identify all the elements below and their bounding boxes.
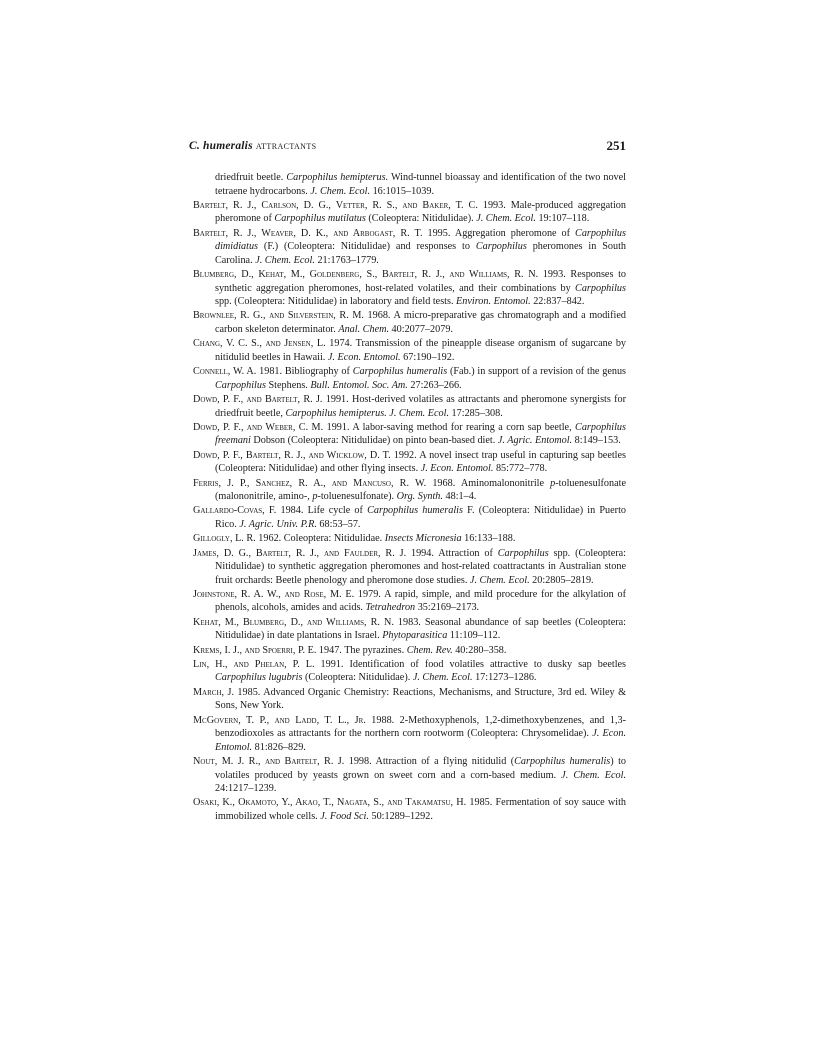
reference-authors: Gallardo-Covas, F.: [193, 505, 277, 517]
reference-authors: Connell, W. A.: [193, 366, 257, 378]
reference-entry: [193, 309, 626, 336]
reference-entry: [193, 796, 626, 823]
reference-italic: Chem. Rev.: [406, 644, 453, 656]
page-header: [189, 138, 626, 158]
reference-authors: Johnstone, R. A. W., and Rose, M. E.: [193, 588, 355, 600]
reference-text: 48:1–4.: [442, 491, 477, 503]
reference-entry: [193, 714, 626, 755]
reference-authors: Brownlee, R. G., and Silverstein, R. M.: [193, 310, 364, 322]
reference-text: 24:1217–1239.: [215, 783, 277, 795]
reference-italic: Org. Synth.: [396, 491, 443, 503]
reference-italic: J. Econ. Entomol.: [215, 728, 626, 753]
reference-authors: James, D. G., Bartelt, R. J., and Faulder, R. J.: [193, 547, 407, 559]
reference-italic: Carpophilus: [575, 282, 626, 294]
reference-entry: [193, 393, 626, 420]
reference-italic: J. Agric. Entomol.: [497, 435, 573, 447]
reference-italic: Carpophilus: [497, 547, 549, 559]
reference-authors: Kehat, M., Blumberg, D., and Williams, R. N.: [193, 616, 394, 628]
running-head-species: C. humeralis: [189, 140, 253, 152]
reference-authors: Bartelt, R. J., Carlson, D. G., Vetter, R. S., and Baker, T. C.: [193, 199, 478, 211]
reference-text: Wind-tunnel bioassay and identification of the two novel tetraene hydrocarbons.: [215, 172, 626, 197]
reference-entry: [193, 504, 626, 531]
reference-entry: [193, 532, 626, 546]
reference-italic: Insects Micronesia: [384, 533, 462, 545]
reference-entry: [193, 199, 626, 226]
reference-entry: [193, 547, 626, 588]
reference-text: 1993. Responses to synthetic aggregation pheromones, host-related volatiles, and their combinations by: [215, 269, 626, 294]
reference-italic: J. Chem. Ecol.: [561, 769, 626, 781]
reference-text: 1985. Advanced Organic Chemistry: Reactions, Mechanisms, and Structure, 3rd ed. Wiley & Sons, New York.: [215, 686, 626, 712]
reference-italic: J. Chem. Ecol.: [412, 672, 473, 684]
reference-italic: Anal. Chem.: [338, 324, 389, 336]
reference-text: 27:263–266.: [407, 379, 462, 391]
reference-entry: [193, 686, 626, 713]
reference-text: 21:1763–1779.: [314, 254, 379, 266]
reference-authors: Dowd, P. F., Bartelt, R. J., and Wicklow, D. T.: [193, 449, 391, 461]
reference-entry: [193, 477, 626, 504]
reference-text: F. (Coleoptera: Nitidulidae) in Puerto Rico.: [215, 505, 626, 530]
reference-authors: Dowd, P. F., and Weber, C. M.: [193, 421, 324, 433]
reference-italic: Carpophilus hemipterus. J. Chem. Ecol.: [285, 407, 449, 419]
reference-text: 1988. 2-Methoxyphenols, 1,2-dimethoxybenzenes, and 1,3-benzodioxoles as attractants for the northern corn rootworm (Coleoptera: Chrysomelidae).: [215, 714, 626, 740]
reference-authors: Ferris, J. P., Sanchez, R. A., and Mancuso, R. W.: [193, 477, 427, 489]
reference-text: 20:2805–2819.: [529, 574, 594, 586]
reference-text: 1994. Attraction of: [406, 547, 498, 559]
reference-italic: Carpophilus: [215, 379, 266, 391]
reference-text: 40:280–358.: [452, 644, 507, 656]
reference-text: 1985. Fermentation of soy sauce with immobilized whole cells.: [215, 797, 626, 822]
reference-text: pheromones in South Carolina.: [215, 241, 626, 266]
reference-text: -toluenesulfonate (malononitrile, amino-,: [215, 477, 626, 503]
reference-text: 16:1015–1039.: [370, 185, 434, 197]
reference-entry: [193, 268, 626, 309]
reference-text: spp. (Coleoptera: Nitidulidae) to synthetic aggregation pheromones and host-related coattractants in Australian stone fruit orchards: Beetle phenology and pheromone dose studies.: [215, 547, 626, 586]
reference-text: 8:149–153.: [572, 435, 621, 447]
reference-text: 17:285–308.: [449, 407, 503, 419]
reference-italic: Phytoparasitica: [382, 630, 448, 642]
reference-italic: p: [550, 477, 556, 489]
reference-italic: J. Food Sci.: [320, 810, 369, 822]
reference-authors: March, J.: [193, 686, 234, 698]
reference-text: 81:826–829.: [252, 741, 306, 753]
page-number: 251: [606, 138, 626, 153]
reference-authors: Lin, H., and Phelan, P. L.: [193, 658, 315, 670]
reference-entry: [193, 227, 626, 268]
reference-entry: [193, 449, 626, 476]
reference-italic: Carpophilus lugubris: [215, 672, 303, 684]
reference-italic: J. Econ. Entomol.: [327, 351, 401, 363]
reference-text: 35:2169–2173.: [415, 602, 480, 614]
reference-text: ) to volatiles produced by yeasts grown on sweet corn and a corn-based medium.: [215, 755, 626, 781]
running-head: [189, 140, 317, 152]
reference-text: 1981. Bibliography of: [256, 366, 353, 378]
reference-text: 22:837–842.: [530, 296, 585, 308]
running-head-title: attractants: [255, 140, 317, 152]
reference-text: 67:190–192.: [400, 351, 455, 363]
reference-text: 1992. A novel insect trap useful in capturing sap beetles (Coleoptera: Nitidulidae) and other flying insects.: [215, 449, 626, 475]
reference-italic: Carpophilus dimidiatus: [215, 227, 626, 253]
reference-entry: [193, 588, 626, 615]
reference-text: 1991. A labor-saving method for rearing a corn sap beetle,: [323, 421, 576, 433]
reference-italic: J. Chem. Ecol.: [476, 213, 536, 225]
reference-italic: Carpophilus hemipterus.: [286, 172, 389, 183]
reference-authors: McGovern, T. P., and Ladd, T. L., Jr.: [193, 714, 366, 726]
reference-authors: Chang, V. C. S., and Jensen, L.: [193, 338, 326, 350]
reference-italic: Bull. Entomol. Soc. Am.: [310, 379, 408, 391]
reference-text: 1979. A rapid, simple, and mild procedure for the alkylation of phenols, alcohols, amides and acids.: [215, 588, 626, 614]
reference-italic: Carpophilus humeralis: [352, 366, 448, 378]
reference-authors: Dowd, P. F., and Bartelt, R. J.: [193, 394, 323, 405]
reference-entry: [193, 644, 626, 658]
reference-text: 1995. Aggregation pheromone of: [422, 227, 576, 239]
reference-text: (Fab.) in support of a revision of the genus: [447, 366, 627, 378]
reference-entry: [193, 616, 626, 643]
reference-text: 1991. Host-derived volatiles as attractants and pheromone synergists for driedfruit beetle,: [215, 394, 626, 419]
reference-text: driedfruit beetle.: [215, 172, 287, 183]
reference-italic: J. Chem. Ecol.: [255, 254, 315, 266]
reference-authors: Blumberg, D., Kehat, M., Goldenberg, S., Bartelt, R. J., and Williams, R. N.: [193, 269, 539, 281]
reference-text: 1998. Attraction of a flying nitidulid (: [344, 755, 515, 767]
reference-text: 1984. Life cycle of: [276, 505, 368, 517]
reference-authors: Krems, I. J., and Spoerri, P. E.: [193, 644, 317, 656]
reference-text: 1991. Identification of food volatiles attractive to dusky sap beetles: [314, 658, 627, 670]
reference-text: 16:133–188.: [461, 533, 516, 545]
reference-authors: Bartelt, R. J., Weaver, D. K., and Arbogast, R. T.: [193, 227, 423, 239]
reference-italic: Environ. Entomol.: [456, 296, 531, 308]
reference-text: 1947. The pyrazines.: [316, 644, 407, 656]
reference-text: 1968. A micro-preparative gas chromatograph and a modified carbon skeleton determinator.: [215, 310, 626, 336]
reference-text: 11:109–112.: [447, 630, 501, 642]
reference-text: 1968. Aminomalononitrile: [426, 477, 551, 489]
reference-authors: Osaki, K., Okamoto, Y., Akao, T., Nagata, S., and Takamatsu, H.: [193, 797, 467, 809]
reference-authors: Gillogly, L. R.: [193, 533, 256, 545]
reference-text: (F.) (Coleoptera: Nitidulidae) and responses to: [258, 241, 476, 253]
reference-authors: Nout, M. J. R., and Bartelt, R. J.: [193, 755, 345, 767]
reference-italic: Carpophilus mutilatus: [274, 213, 366, 225]
reference-text: 19:107–118.: [535, 213, 590, 225]
reference-italic: J. Chem. Ecol.: [469, 574, 530, 586]
reference-entry: [193, 365, 626, 392]
reference-text: 1983. Seasonal abundance of sap beetles (Coleoptera: Nitidulidae) in date plantations in Israel.: [215, 616, 626, 642]
reference-text: 1962. Coleoptera: Nitidulidae.: [255, 533, 385, 545]
reference-italic: J. Agric. Univ. P.R.: [239, 518, 317, 530]
reference-italic: J. Chem. Ecol.: [310, 185, 371, 197]
reference-text: 85:772–778.: [493, 463, 548, 475]
reference-text: (Coleoptera: Nitidulidae).: [365, 213, 477, 225]
reference-italic: J. Econ. Entomol.: [420, 463, 494, 475]
reference-text: 68:53–57.: [316, 518, 361, 530]
reference-italic: Carpophilus freemani: [215, 421, 626, 447]
reference-italic: Carpophilus: [475, 241, 527, 253]
reference-text: (Coleoptera: Nitidulidae).: [302, 672, 413, 684]
reference-text: -toluenesulfonate).: [317, 491, 397, 503]
reference-entry: [193, 337, 626, 364]
reference-text: 1974. Transmission of the pineapple disease organism of sugarcane by nitidulid beetles in Hawaii.: [215, 338, 627, 363]
reference-italic: Carpophilus humeralis: [367, 505, 463, 517]
reference-text: 1993. Male-produced aggregation pheromone of: [215, 199, 626, 225]
reference-entry: [193, 755, 626, 796]
reference-entry: [193, 658, 626, 685]
reference-text: 40:2077–2079.: [389, 324, 453, 336]
reference-text: Stephens.: [265, 379, 311, 391]
reference-text: Dobson (Coleoptera: Nitidulidae) on pinto bean-based diet.: [250, 435, 498, 447]
reference-italic: p: [312, 491, 318, 503]
reference-entry-continued: [193, 171, 626, 198]
reference-text: spp. (Coleoptera: Nitidulidae) in laboratory and field tests.: [215, 296, 457, 308]
reference-text: 50:1289–1292.: [368, 810, 433, 822]
reference-italic: Carpophilus humeralis: [514, 755, 611, 767]
reference-entry: [193, 421, 626, 448]
reference-text: 17:1273–1286.: [472, 672, 537, 684]
reference-italic: Tetrahedron: [365, 602, 416, 614]
reference-list: [193, 171, 626, 824]
